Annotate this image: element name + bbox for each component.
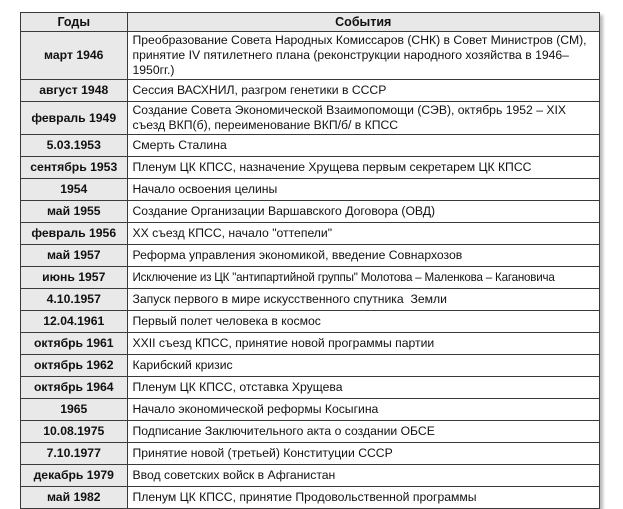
- event-cell: Ввод советских войск в Афганистан: [127, 465, 599, 487]
- table-row: [21, 267, 599, 289]
- event-cell: Начало экономической реформы Косыгина: [127, 399, 599, 421]
- year-cell: октябрь 1961: [21, 333, 127, 355]
- year-cell: 12.04.1961: [21, 311, 127, 333]
- event-cell: Пленум ЦК КПСС, принятие Продовольственной программы: [127, 487, 599, 509]
- table-row: [21, 102, 599, 135]
- year-cell: октябрь 1964: [21, 377, 127, 399]
- table-row: [21, 157, 599, 179]
- year-cell: октябрь 1962: [21, 355, 127, 377]
- year-cell: февраль 1949: [21, 102, 127, 135]
- event-cell: Исключение из ЦК "антипартийной группы" Молотова – Маленкова – Кагановича: [127, 267, 599, 289]
- year-cell: май 1955: [21, 201, 127, 223]
- year-cell: 1965: [21, 399, 127, 421]
- table-row: [21, 399, 599, 421]
- header-events: События: [127, 13, 599, 32]
- header-years: Годы: [21, 13, 127, 32]
- table-row: [21, 201, 599, 223]
- event-cell: Подписание Заключительного акта о создании ОБСЕ: [127, 421, 599, 443]
- year-cell: 7.10.1977: [21, 443, 127, 465]
- year-cell: февраль 1956: [21, 223, 127, 245]
- event-cell: Принятие новой (третьей) Конституции СССР: [127, 443, 599, 465]
- year-cell: 1954: [21, 179, 127, 201]
- event-cell: Карибский кризис: [127, 355, 599, 377]
- event-cell: Запуск первого в мире искусственного спутника Земли: [127, 289, 599, 311]
- chronology-table: [21, 13, 599, 508]
- year-cell: август 1948: [21, 80, 127, 102]
- year-cell: 4.10.1957: [21, 289, 127, 311]
- table-row: [21, 333, 599, 355]
- table-row: [21, 223, 599, 245]
- table-row: [21, 80, 599, 102]
- event-cell: Пленум ЦК КПСС, отставка Хрущева: [127, 377, 599, 399]
- table-row: [21, 487, 599, 509]
- event-cell: XX съезд КПСС, начало "оттепели": [127, 223, 599, 245]
- year-cell: декабрь 1979: [21, 465, 127, 487]
- table-header-row: [21, 13, 599, 32]
- chronology-table-container: [20, 12, 600, 509]
- year-cell: март 1946: [21, 32, 127, 80]
- table-row: [21, 311, 599, 333]
- table-row: [21, 355, 599, 377]
- table-row: [21, 421, 599, 443]
- event-cell: Пленум ЦК КПСС, назначение Хрущева первым секретарем ЦК КПСС: [127, 157, 599, 179]
- event-cell: Преобразование Совета Народных Комиссаров (СНК) в Совет Министров (СМ), принятие IV пятилетнего плана (реконструкции народного хозяйства в 1946–1950гг.): [127, 32, 599, 80]
- year-cell: 10.08.1975: [21, 421, 127, 443]
- year-cell: май 1957: [21, 245, 127, 267]
- event-cell: Смерть Сталина: [127, 135, 599, 157]
- table-row: [21, 289, 599, 311]
- event-cell: Сессия ВАСХНИЛ, разгром генетики в СССР: [127, 80, 599, 102]
- event-cell: Создание Совета Экономической Взаимопомощи (СЭВ), октябрь 1952 – XIX съезд ВКП(б), переименование ВКП/б/ в КПСС: [127, 102, 599, 135]
- table-row: [21, 443, 599, 465]
- table-row: [21, 179, 599, 201]
- event-cell: Первый полет человека в космос: [127, 311, 599, 333]
- table-row: [21, 32, 599, 80]
- year-cell: июнь 1957: [21, 267, 127, 289]
- table-row: [21, 135, 599, 157]
- event-cell: Создание Организации Варшавского Договора (ОВД): [127, 201, 599, 223]
- table-row: [21, 245, 599, 267]
- year-cell: сентябрь 1953: [21, 157, 127, 179]
- year-cell: 5.03.1953: [21, 135, 127, 157]
- event-cell: Реформа управления экономикой, введение Совнархозов: [127, 245, 599, 267]
- year-cell: май 1982: [21, 487, 127, 509]
- event-cell: Начало освоения целины: [127, 179, 599, 201]
- table-row: [21, 465, 599, 487]
- event-cell: XXII съезд КПСС, принятие новой программы партии: [127, 333, 599, 355]
- table-row: [21, 377, 599, 399]
